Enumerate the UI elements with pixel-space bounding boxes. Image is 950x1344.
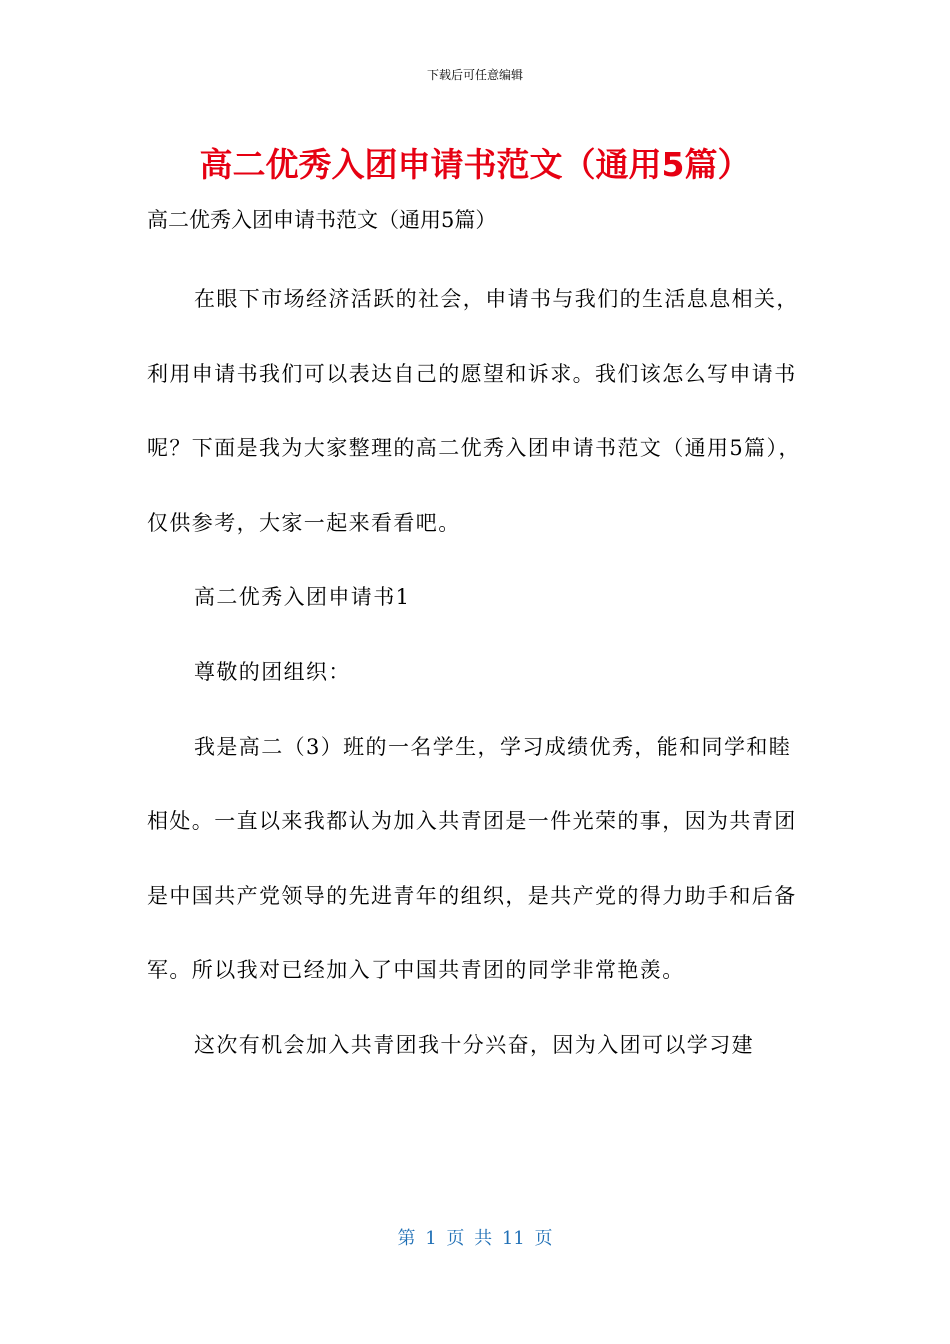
page-footer: 第 1 页 共 11 页 <box>397 1228 553 1249</box>
document-title: 高二优秀入团申请书范文（通用5篇） <box>199 145 751 184</box>
document-body <box>147 262 807 1083</box>
paragraph-body-1: 我是高二（3）班的一名学生，学习成绩优秀，能和同学和睦相处。一直以来我都认为加入共青团是一件光荣的事，因为共青团是中国共产党领导的先进青年的组织，是共产党的得力助手和后备军。所以我对已经加入了中国共青团的同学非常艳羡。 <box>147 734 797 983</box>
document-subtitle: 高二优秀入团申请书范文（通用5篇） <box>147 208 497 232</box>
paragraph-intro: 在眼下市场经济活跃的社会，申请书与我们的生活息息相关，利用申请书我们可以表达自己的愿望和诉求。我们该怎么写申请书呢？下面是我为大家整理的高二优秀入团申请书范文（通用5篇），仅供参考，大家一起来看看吧。 <box>147 287 801 535</box>
paragraph-section-heading: 高二优秀入团申请书1 <box>194 585 411 610</box>
paragraph-salutation: 尊敬的团组织： <box>194 659 351 684</box>
header-note: 下载后可任意编辑 <box>426 68 523 82</box>
paragraph-body-2: 这次有机会加入共青团我十分兴奋，因为入团可以学习建 <box>194 1032 754 1057</box>
